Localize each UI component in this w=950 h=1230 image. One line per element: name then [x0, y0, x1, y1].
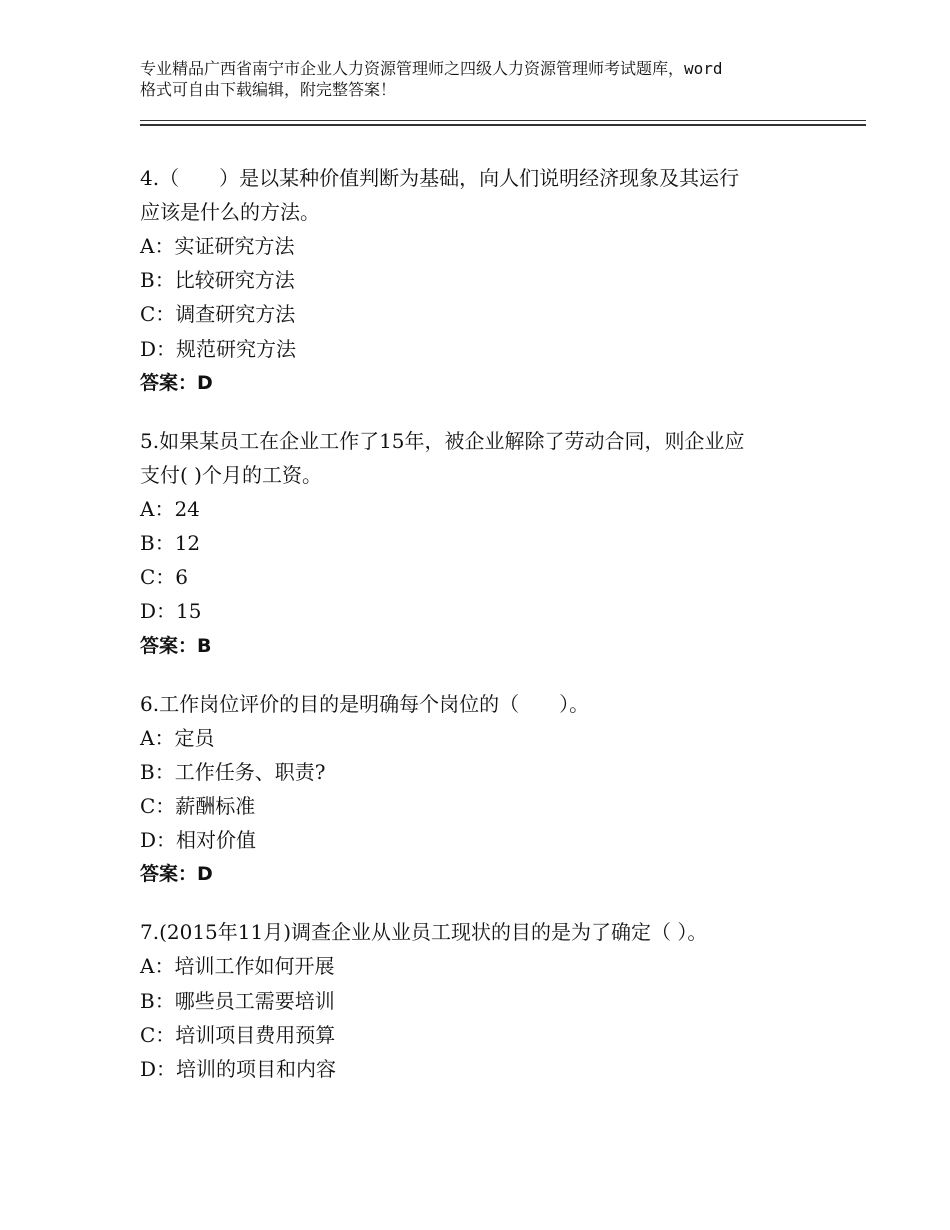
- question-7: [140, 915, 840, 1086]
- option-b: B：12: [140, 531, 201, 556]
- header-line: 专业精品广西省南宁市企业人力资源管理师之四级人力资源管理师考试题库，word: [140, 59, 723, 78]
- question-6: [140, 687, 840, 892]
- option-d: D：培训的项目和内容: [140, 1057, 337, 1082]
- header-divider-thick: [140, 124, 866, 126]
- option-a: A：实证研究方法: [140, 234, 295, 258]
- answer: 答案：D: [140, 863, 213, 886]
- header-divider: [140, 120, 866, 121]
- answer: 答案：D: [140, 371, 213, 394]
- option-b: B：比较研究方法: [140, 268, 295, 293]
- answer: 答案：B: [140, 634, 212, 657]
- option-a: A：培训工作如何开展: [140, 954, 335, 979]
- option-c: C：培训项目费用预算: [140, 1022, 336, 1047]
- option-c: C：调查研究方法: [140, 302, 296, 327]
- option-d: D：相对价值: [140, 828, 257, 853]
- option-c: C：6: [140, 565, 189, 590]
- question-list: [140, 161, 840, 1110]
- question-text: 6.工作岗位评价的目的是明确每个岗位的（ ）。: [140, 691, 590, 716]
- question-text: 4.（ ）是以某种价值判断为基础，向人们说明经济现象及其运行: [140, 166, 740, 190]
- option-b: B：工作任务、职责?: [140, 759, 326, 784]
- document-header: [140, 58, 840, 100]
- question-4: [140, 161, 840, 400]
- option-d: D：规范研究方法: [140, 336, 297, 361]
- header-line: 格式可自由下载编辑，附完整答案！: [140, 80, 397, 99]
- question-5: [140, 424, 840, 663]
- question-text: 7.(2015年11月)调查企业从业员工现状的目的是为了确定（ ）。: [140, 920, 708, 945]
- question-text: 支付( )个月的工资。: [140, 462, 322, 487]
- option-b: B：哪些员工需要培训: [140, 988, 335, 1013]
- option-a: A：24: [140, 496, 200, 521]
- option-d: D：15: [140, 599, 202, 624]
- option-c: C：薪酬标准: [140, 794, 256, 819]
- option-a: A：定员: [140, 725, 215, 750]
- question-text: 5.如果某员工在企业工作了15年，被企业解除了劳动合同，则企业应: [140, 428, 745, 453]
- question-text: 应该是什么的方法。: [140, 200, 320, 224]
